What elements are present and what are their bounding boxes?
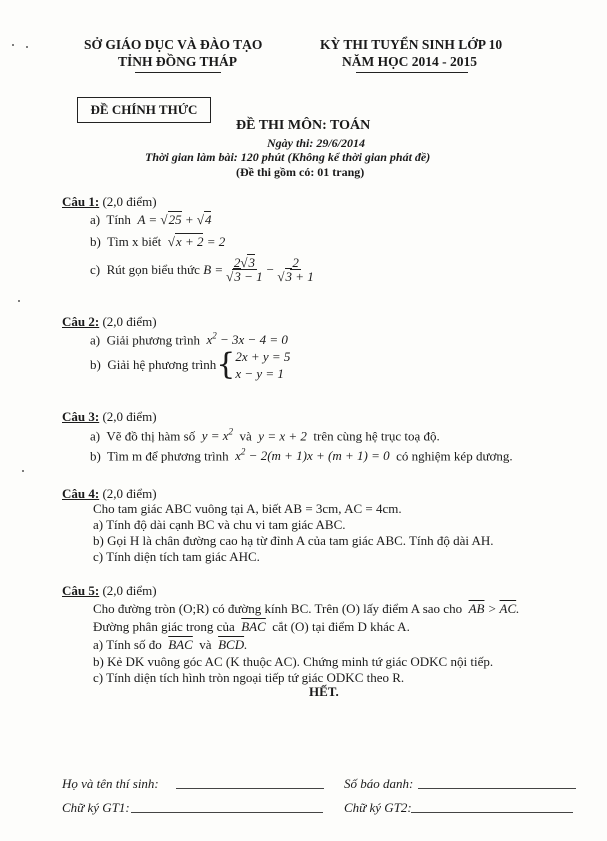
question-1-label: Câu 1:	[62, 194, 100, 209]
question-5-intro-line2: Đường phân giác trong của $\overline{BAC}$ cắt (O) tại điểm D khác A.	[93, 619, 410, 634]
exam-subject-title: ĐỀ THI MÔN: TOÁN	[236, 118, 371, 133]
formula-3b: $x^2 - 2(m + 1)x + (m + 1) = 0$	[231, 447, 393, 464]
exam-duration: Thời gian làm bài: 120 phút (Không kể thời gian phát đề)	[145, 150, 431, 164]
formula-1b: √x + 2 = 2	[164, 234, 226, 249]
candidate-name-line[interactable]	[176, 788, 324, 789]
scan-speck	[18, 300, 20, 302]
official-exam-box	[77, 97, 211, 123]
invigilator-1-signature-line[interactable]	[131, 812, 323, 813]
formula-1c: B = $\frac{2√3}{√3 - 1}$ − $\frac{2}{√3 + 1}$	[199, 255, 314, 284]
system-brace: {	[216, 347, 236, 382]
scan-speck	[22, 470, 24, 472]
question-2b: b) Giải hệ phương trình { 2x + y = 5 x − y = 1	[90, 347, 291, 382]
question-4-label: Câu 4:	[62, 486, 100, 501]
exam-date: Ngày thi: 29/6/2014	[267, 136, 365, 150]
question-2-points: (2,0 điểm)	[102, 314, 157, 329]
question-1c: c) Rút gọn biểu thức B = $\frac{2√3}{√3 - 1}$ − $\frac{2}{√3 + 1}$	[90, 253, 317, 287]
question-5b: b) Kẻ DK vuông góc AC (K thuộc AC). Chứng minh tứ giác ODKC nội tiếp.	[93, 654, 494, 669]
question-4-points: (2,0 điểm)	[102, 486, 157, 501]
formula-2b: 2x + y = 5 x − y = 1	[235, 349, 291, 381]
candidate-id-label: Số báo danh:	[344, 776, 414, 791]
formula-1a: A = √25 + √4	[134, 212, 212, 227]
question-3-heading	[62, 409, 157, 425]
question-1-points: (2,0 điểm)	[102, 194, 157, 209]
end-marker: HẾT.	[309, 684, 339, 699]
exam-pages: (Đề thi gồm có: 01 trang)	[236, 165, 365, 179]
question-4a: a) Tính độ dài cạnh BC và chu vi tam giác ABC.	[93, 517, 346, 532]
question-1b: b) Tìm x biết √x + 2 = 2	[90, 234, 226, 249]
question-4c: c) Tính diện tích tam giác AHC.	[93, 549, 260, 564]
school-year: NĂM HỌC 2014 - 2015	[342, 54, 477, 69]
question-4-heading	[62, 486, 157, 502]
official-label: ĐỀ CHÍNH THỨC	[90, 102, 198, 117]
question-3-points: (2,0 điểm)	[102, 409, 157, 424]
question-5-heading	[62, 583, 157, 599]
formula-2a: $x^2 - 3x - 4 = 0$	[203, 331, 288, 348]
question-1a: a) Tính A = √25 + √4	[90, 212, 212, 227]
arc-comparison: $\overline{AB} > \overline{AC}$.	[468, 601, 520, 616]
province-underline	[135, 72, 221, 73]
question-3-label: Câu 3:	[62, 409, 100, 424]
scan-speck	[12, 44, 14, 46]
scan-speck	[26, 46, 28, 48]
question-5a: a) Tính số đo $\overline{BAC}$ và $\overline{BCD}$.	[93, 637, 248, 652]
year-underline	[356, 72, 468, 73]
invigilator-2-signature-label: Chữ ký GT2:	[344, 800, 412, 815]
question-3a: a) Vẽ đồ thị hàm số $y = x^2$ và y = x + 2 trên cùng hệ trục toạ độ.	[90, 427, 440, 444]
invigilator-2-signature-line[interactable]	[411, 812, 573, 813]
question-4-intro: Cho tam giác ABC vuông tại A, biết AB = 3cm, AC = 4cm.	[93, 501, 402, 516]
invigilator-1-signature-label: Chữ ký GT1:	[62, 800, 130, 815]
question-2-label: Câu 2:	[62, 314, 100, 329]
department-name: SỞ GIÁO DỤC VÀ ĐÀO TẠO	[84, 37, 263, 52]
question-2-heading	[62, 314, 157, 330]
province-name: TỈNH ĐỒNG THÁP	[118, 54, 238, 69]
question-4b: b) Gọi H là chân đường cao hạ từ đỉnh A của tam giác ABC. Tính độ dài AH.	[93, 533, 494, 548]
question-5-points: (2,0 điểm)	[102, 583, 157, 598]
question-3b: b) Tìm m để phương trình $x^2 - 2(m + 1)x + (m + 1) = 0$ có nghiệm kép dương.	[90, 447, 513, 464]
question-1-heading	[62, 194, 157, 210]
question-5-intro-line1: Cho đường tròn (O;R) có đường kính BC. Trên (O) lấy điểm A sao cho $\overline{AB} > \overline{AC}$.	[93, 601, 520, 616]
exam-name: KỲ THI TUYỂN SINH LỚP 10	[320, 37, 503, 52]
candidate-id-line[interactable]	[418, 788, 576, 789]
question-5-label: Câu 5:	[62, 583, 100, 598]
question-5c: c) Tính diện tích hình tròn ngoại tiếp tứ giác ODKC theo R.	[93, 670, 405, 685]
question-2a: a) Giải phương trình $x^2 - 3x - 4 = 0$	[90, 331, 288, 348]
candidate-name-label: Họ và tên thí sinh:	[62, 776, 159, 791]
